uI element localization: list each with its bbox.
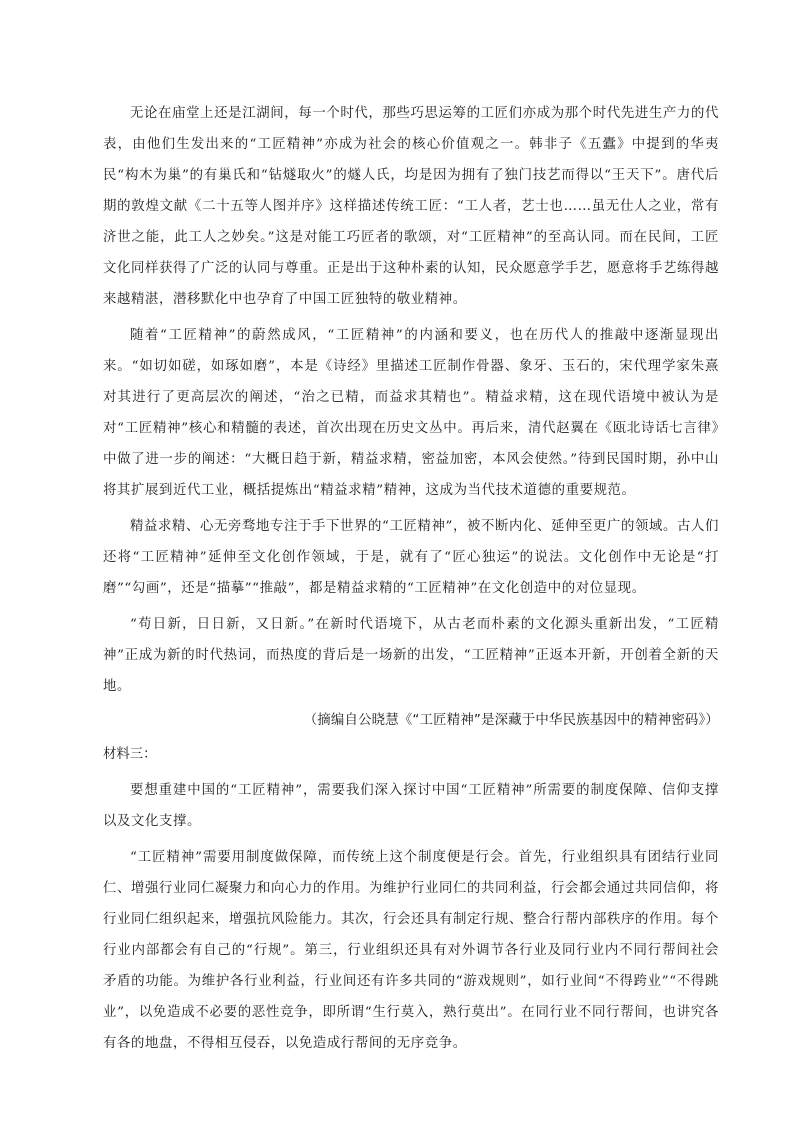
document-body [103, 98, 719, 1064]
paragraph-3: 精益求精、心无旁骛地专注于手下世界的“工匠精神”，被不断内化、延伸至更广的领域。古人们还将“工匠精神”延伸至文化创作领域，于是，就有了“匠心独运”的说法。文化创作中无论是“打磨”“勾画”，还是“描摹”“推敲”，都是精益求精的“工匠精神”在文化创造中的对位显现。 [103, 519, 719, 596]
source-citation: （摘编自公晓慧《“工匠精神”是深藏于中华民族基因中的精神密码》） [303, 713, 719, 728]
paragraph-5: 要想重建中国的“工匠精神”，需要我们深入探讨中国“工匠精神”所需要的制度保障、信仰支撑以及文化支撑。 [103, 783, 719, 829]
paragraph-2: 随着“工匠精神”的蔚然成风，“工匠精神”的内涵和要义，也在历代人的推敲中逐渐显现出来。“如切如磋，如琢如磨”，本是《诗经》里描述工匠制作骨器、象牙、玉石的，宋代理学家朱熹对其进行了更高层次的阐述，“治之已精，而益求其精也”。精益求精，这在现代语境中被认为是对“工匠精神”核心和精髓的表述，首次出现在历史文丛中。再后来，清代赵翼在《瓯北诗话七言律》中做了进一步的阐述：“大概日趋于新，精益求精，密益加密，本风会使然。”待到民国时期，孙中山将其扩展到近代工业，概括提炼出“精益求精”精神，这成为当代技术道德的重要规范。 [103, 328, 719, 498]
paragraph-4: “苟日新，日日新，又日新。”在新时代语境下，从古老而朴素的文化源头重新出发，“工匠精神”正成为新的时代热词，而热度的背后是一场新的出发，“工匠精神”正返本开新，开创着全新的天地。 [103, 617, 719, 694]
paragraph-1: 无论在庙堂上还是江湖间，每一个时代，那些巧思运筹的工匠们亦成为那个时代先进生产力的代表，由他们生发出来的“工匠精神”亦成为社会的核心价值观之一。韩非子《五蠹》中提到的华夷民“构木为巢”的有巢氏和“钻燧取火”的燧人氏，均是因为拥有了独门技艺而得以“王天下”。唐代后期的敦煌文献《二十五等人图并序》这样描述传统工匠：“工人者，艺士也……虽无仕人之业，常有济世之能，此工人之妙矣。”这是对能工巧匠者的歌颂，对“工匠精神”的至高认同。而在民间，工匠文化同样获得了广泛的认同与尊重。正是出于这种朴素的认知，民众愿意学手艺，愿意将手艺练得越来越精湛，潜移默化中也孕育了中国工匠独特的敬业精神。 [103, 106, 719, 307]
material-heading: 材料三： [103, 747, 157, 762]
paragraph-6: “工匠精神”需要用制度做保障，而传统上这个制度便是行会。首先，行业组织具有团结行业同仁、增强行业同仁凝聚力和向心力的作用。为维护行业同仁的共同利益，行会都会通过共同信仰，将行业同仁组织起来，增强抗风险能力。其次，行会还具有制定行规、整合行帮内部秩序的作用。每个行业内部都会有自己的“行规”。第三，行业组织还具有对外调节各行业及同行业内不同行帮间社会矛盾的功能。为维护各行业利益，行业间还有许多共同的“游戏规则”，如行业间“不得跨业”“不得跳业”，以免造成不必要的恶性竞争，即所谓“生行莫入，熟行莫出”。在同行业不同行帮间，也讲究各有各的地盘，不得相互侵吞，以免造成行帮间的无序竞争。 [103, 850, 719, 1051]
